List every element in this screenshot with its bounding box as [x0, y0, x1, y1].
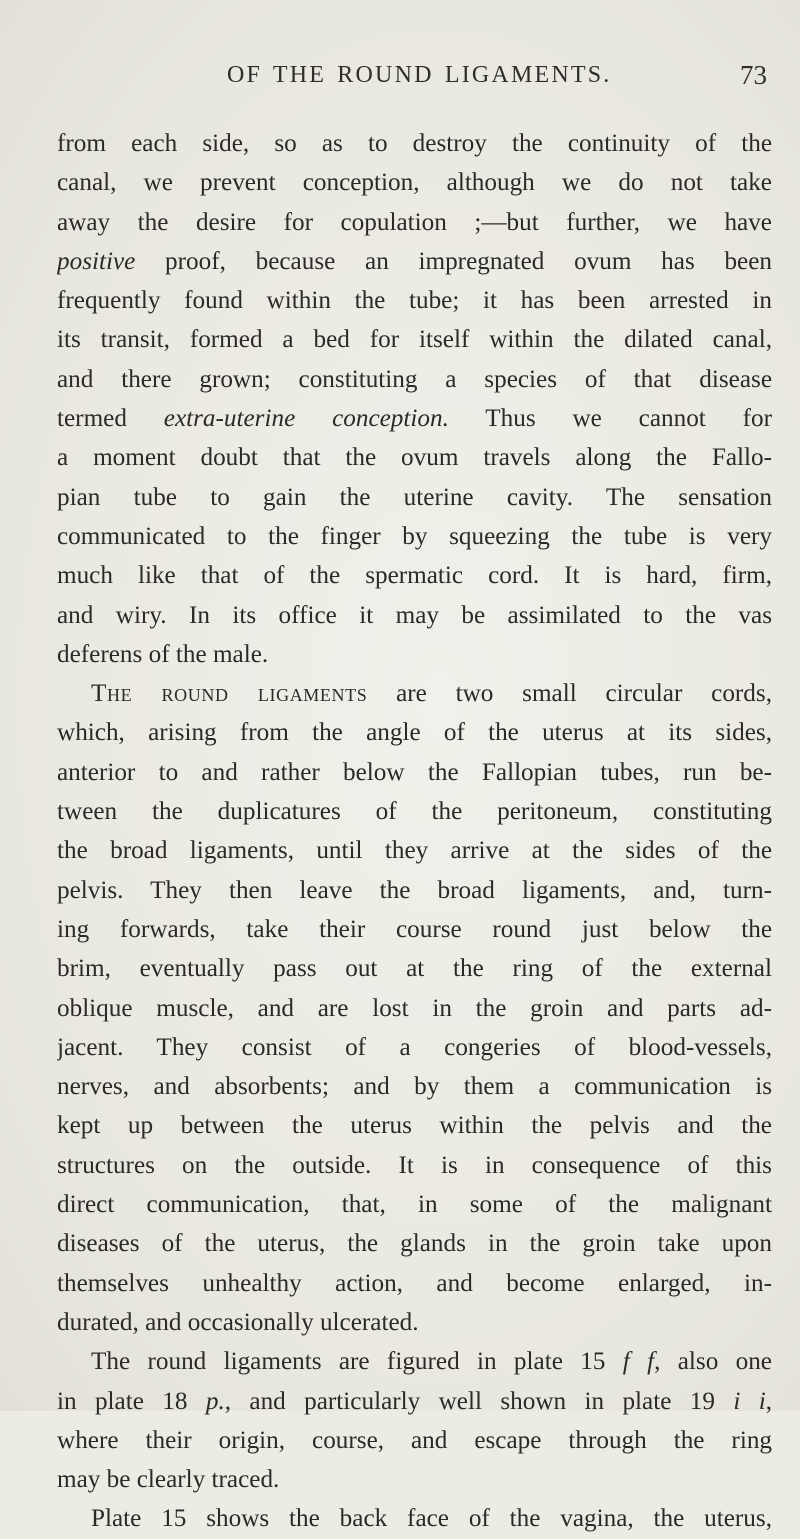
text-line: themselves unhealthy action, and become enlarged, in- [57, 1269, 772, 1297]
italic-text: positive [57, 247, 136, 275]
body-text [57, 124, 772, 1539]
text-line: positive proof, because an impregnated ovum has been [57, 247, 772, 275]
text-line: away the desire for copulation ;—but further, we have [57, 208, 772, 236]
text-line: pian tube to gain the uterine cavity. The sensation [57, 483, 772, 511]
text-line: much like that of the spermatic cord. It is hard, firm, [57, 562, 772, 590]
text-line: from each side, so as to destroy the continuity of the [57, 130, 772, 157]
text-line: deferens of the male. [57, 640, 269, 668]
text-line: oblique muscle, and are lost in the groin and parts ad- [57, 994, 772, 1022]
text-line: the broad ligaments, until they arrive at the sides of the [57, 837, 772, 865]
running-title: OF THE ROUND LIGAMENTS. [227, 62, 612, 88]
text-line: termed extra-uterine conception. Thus we cannot for [57, 405, 772, 433]
page-number: 73 [740, 60, 767, 90]
italic-text: p. [205, 1387, 225, 1415]
text-line: jacent. They consist of a congeries of blood-vessels, [57, 1033, 772, 1061]
text-line: kept up between the uterus within the pelvis and the [57, 1112, 772, 1140]
text-line: frequently found within the tube; it has been arrested in [57, 287, 772, 315]
text-line: its transit, formed a bed for itself within the dilated canal, [57, 326, 772, 354]
text-line: canal, we prevent conception, although we do not take [57, 169, 772, 197]
text-line: which, arising from the angle of the uterus at its sides, [57, 719, 772, 747]
text-line: where their origin, course, and escape through the ring [57, 1426, 772, 1454]
text-line: durated, and occasionally ulcerated. [57, 1308, 419, 1336]
text-line: and wiry. In its office it may be assimilated to the vas [57, 601, 772, 629]
text-line: a moment doubt that the ovum travels along the Fallo- [57, 444, 772, 472]
section-heading: The round ligaments [91, 680, 368, 708]
text-line: tween the duplicatures of the peritoneum, constituting [57, 798, 772, 826]
text-line: structures on the outside. It is in consequence of this [57, 1151, 772, 1179]
italic-text: extra-uterine conception. [163, 405, 449, 433]
text-line: in plate 18 p., and particularly well shown in plate 19 i i, [57, 1387, 772, 1415]
italic-text: f f [622, 1348, 655, 1376]
running-head [0, 62, 800, 96]
text-line: ing forwards, take their course round just below the [57, 915, 772, 943]
text-line: pelvis. They then leave the broad ligaments, and, turn- [57, 876, 772, 904]
text-line: Plate 15 shows the back face of the vagina, the uterus, [91, 1505, 772, 1533]
text-line: The round ligaments are figured in plate 15 f f, also one [91, 1348, 772, 1376]
text-line: communicated to the finger by squeezing the tube is very [57, 522, 772, 550]
text-line: The round ligaments are two small circular cords, [91, 680, 772, 708]
text-line: and there grown; constituting a species of that disease [57, 365, 772, 393]
italic-text: i i [733, 1387, 766, 1415]
text-line: nerves, and absorbents; and by them a communication is [57, 1073, 772, 1101]
text-line: direct communication, that, in some of the malignant [57, 1191, 772, 1219]
text-line: anterior to and rather below the Fallopian tubes, run be- [57, 758, 772, 786]
text-line: diseases of the uterus, the glands in the groin take upon [57, 1230, 772, 1258]
text-line: brim, eventually pass out at the ring of the external [57, 955, 772, 983]
text-line: may be clearly traced. [57, 1466, 280, 1494]
